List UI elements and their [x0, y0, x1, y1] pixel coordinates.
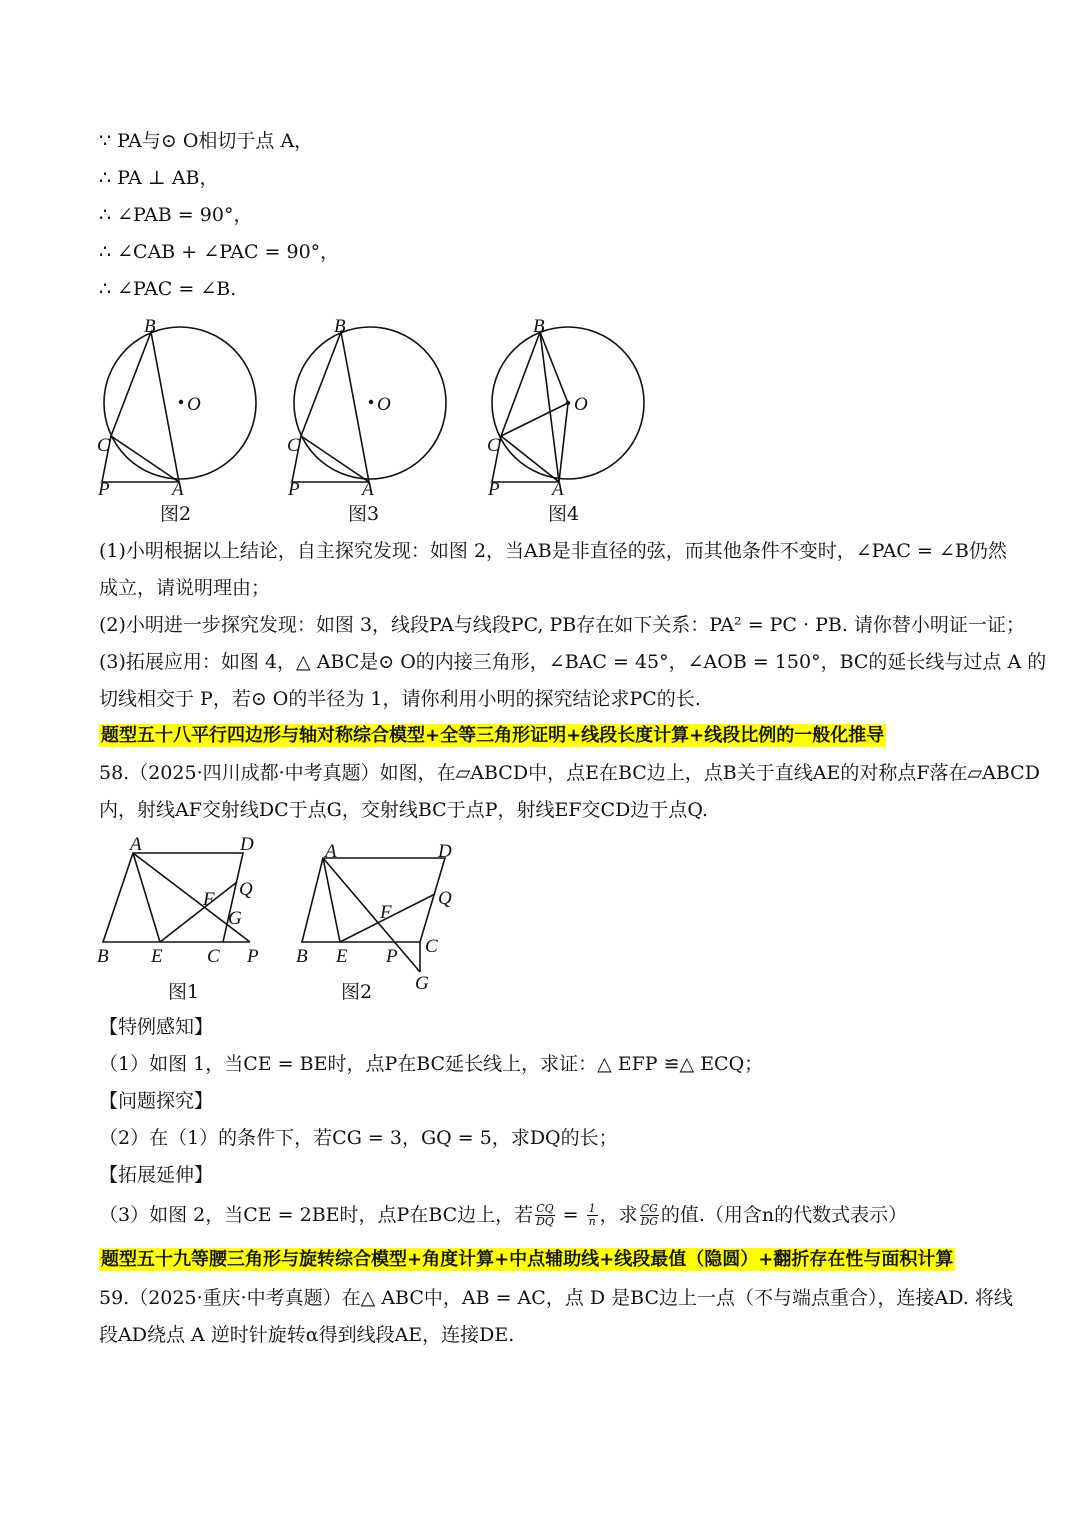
q59-stem-line2: 段AD绕点 A 逆时针旋转α得到线段AE，连接DE.: [99, 1324, 515, 1346]
fig2p-label-G: G: [415, 973, 429, 994]
parallelogram-figures: [90, 832, 470, 997]
fraction-cg-dg: [640, 1203, 659, 1228]
fraction-cq-dq-den: DQ: [535, 1214, 554, 1228]
fig1-label-D: D: [240, 834, 254, 855]
figure-1-diagram: [97, 834, 259, 967]
figure-4-diagram: [487, 316, 644, 500]
fig1-label-C: C: [207, 946, 220, 967]
fig2-label-C: C: [97, 435, 110, 456]
q59-stem-line1: 59.（2025·重庆·中考真题）在△ ABC中，AB = AC，点 D 是BC边上一点（不与端点重合），连接AD. 将线: [99, 1287, 1013, 1309]
q58-part3-text-d: 的值.（用含n的代数式表示）: [660, 1204, 908, 1226]
figure-1-label: 图1: [168, 981, 200, 1003]
fraction-cg-dg-num: CG: [640, 1201, 658, 1215]
figure-3-label: 图3: [348, 503, 380, 525]
figure-2-parallelogram-label: 图2: [341, 981, 373, 1003]
fig1-label-E: E: [151, 946, 163, 967]
topic-58-row: [99, 722, 886, 749]
q58-part3-text-b: =: [556, 1204, 585, 1226]
fig1-label-Q: Q: [239, 879, 253, 900]
figure-2-label: 图2: [160, 503, 192, 525]
q58-part3-text-a: （3）如图 2，当CE = 2BE时，点P在BC边上，若: [99, 1204, 534, 1226]
proof-line-3: ∴ ∠PAB = 90°，: [99, 204, 253, 226]
q58-stem-line2: 内，射线AF交射线DC于点G，交射线BC于点P，射线EF交CD边于点Q.: [99, 799, 708, 821]
fig1-label-B: B: [97, 946, 109, 967]
circle-figures: [90, 310, 670, 525]
topic-59-heading: 题型五十九等腰三角形与旋转综合模型+角度计算+中点辅助线+线段最值（隐圆）+翻折存在性与面积计算: [101, 1249, 954, 1270]
q58-stem-line1: 58.（2025·四川成都·中考真题）如图，在▱ABCD中，点E在BC边上，点B关于直线AE的对称点F落在▱ABCD: [99, 762, 1040, 784]
figure-3-diagram: [287, 316, 446, 500]
fig2p-label-P: P: [386, 946, 398, 967]
q57-part3-line1: (3)拓展应用：如图 4，△ ABC是⊙ O的内接三角形，∠BAC = 45°，∠AOB = 150°，BC的延长线与过点 A 的: [99, 651, 1047, 673]
fig2p-label-Q: Q: [438, 888, 452, 909]
fraction-cq-dq: [535, 1203, 554, 1228]
fig3-label-O: O: [377, 394, 391, 415]
q58-part3-text-c: ，求: [599, 1204, 638, 1226]
fraction-cq-dq-num: CQ: [536, 1201, 554, 1215]
q57-part1-line2: 成立，请说明理由；: [99, 577, 271, 599]
fig3-label-P: P: [288, 479, 300, 500]
figure-2-parallelogram-diagram: [296, 841, 452, 994]
q57-part3-line2: 切线相交于 P，若⊙ O的半径为 1，请你利用小明的探究结论求PC的长.: [99, 688, 701, 710]
topic-58-heading: 题型五十八平行四边形与轴对称综合模型+全等三角形证明+线段长度计算+线段比例的一般化推导: [101, 725, 885, 746]
q58-section-2: 【问题探究】: [99, 1090, 214, 1112]
fig3-label-B: B: [334, 316, 346, 337]
figure-4-label: 图4: [548, 503, 580, 525]
fig1-label-A: A: [130, 834, 142, 855]
fig3-label-A: A: [362, 479, 374, 500]
fig4-label-A: A: [552, 479, 564, 500]
figure-2-diagram: [97, 316, 256, 500]
fig2-label-P: P: [98, 479, 110, 500]
proof-line-4: ∴ ∠CAB + ∠PAC = 90°，: [99, 241, 340, 263]
q58-section-3: 【拓展延伸】: [99, 1164, 214, 1186]
fig2p-label-A: A: [325, 841, 337, 862]
fig2p-label-B: B: [296, 946, 308, 967]
q57-part1-line1: (1)小明根据以上结论，自主探究发现：如图 2，当AB是非直径的弦，而其他条件不变时，∠PAC = ∠B仍然: [99, 540, 1007, 562]
fig4-label-P: P: [488, 479, 500, 500]
fig4-label-B: B: [533, 316, 545, 337]
fig2-label-B: B: [144, 316, 156, 337]
q58-part1: （1）如图 1，当CE = BE时，点P在BC延长线上，求证：△ EFP ≌△ ECQ；: [99, 1053, 764, 1075]
fig1-label-P: P: [247, 946, 259, 967]
fig4-label-C: C: [487, 435, 500, 456]
fraction-1-n-den: n: [588, 1214, 596, 1228]
topic-59-row: [99, 1246, 955, 1273]
fig2p-label-C: C: [425, 936, 438, 957]
fraction-1-n: [587, 1203, 598, 1228]
fig2p-label-F: F: [380, 902, 392, 923]
fig1-label-G: G: [228, 908, 242, 929]
q58-section-1: 【特例感知】: [99, 1016, 214, 1038]
fig1-label-F: F: [203, 889, 215, 910]
fig2p-label-E: E: [336, 946, 348, 967]
fig2-label-A: A: [172, 479, 184, 500]
fraction-cg-dg-den: DG: [640, 1214, 659, 1228]
proof-line-1: ∵ PA与⊙ O相切于点 A，: [99, 130, 314, 152]
q58-part2: （2）在（1）的条件下，若CG = 3，GQ = 5，求DQ的长；: [99, 1127, 618, 1149]
fig4-label-O: O: [574, 394, 588, 415]
fig2p-label-D: D: [438, 841, 452, 862]
fraction-1-n-num: 1: [588, 1201, 596, 1215]
fig2-label-O: O: [187, 394, 201, 415]
q57-part2: (2)小明进一步探究发现：如图 3，线段PA与线段PC, PB存在如下关系：PA² = PC · PB. 请你替小明证一证；: [99, 614, 1025, 636]
fig3-label-C: C: [287, 435, 300, 456]
proof-line-5: ∴ ∠PAC = ∠B.: [99, 278, 237, 300]
q58-part3: [99, 1202, 907, 1228]
proof-line-2: ∴ PA ⊥ AB，: [99, 167, 219, 189]
